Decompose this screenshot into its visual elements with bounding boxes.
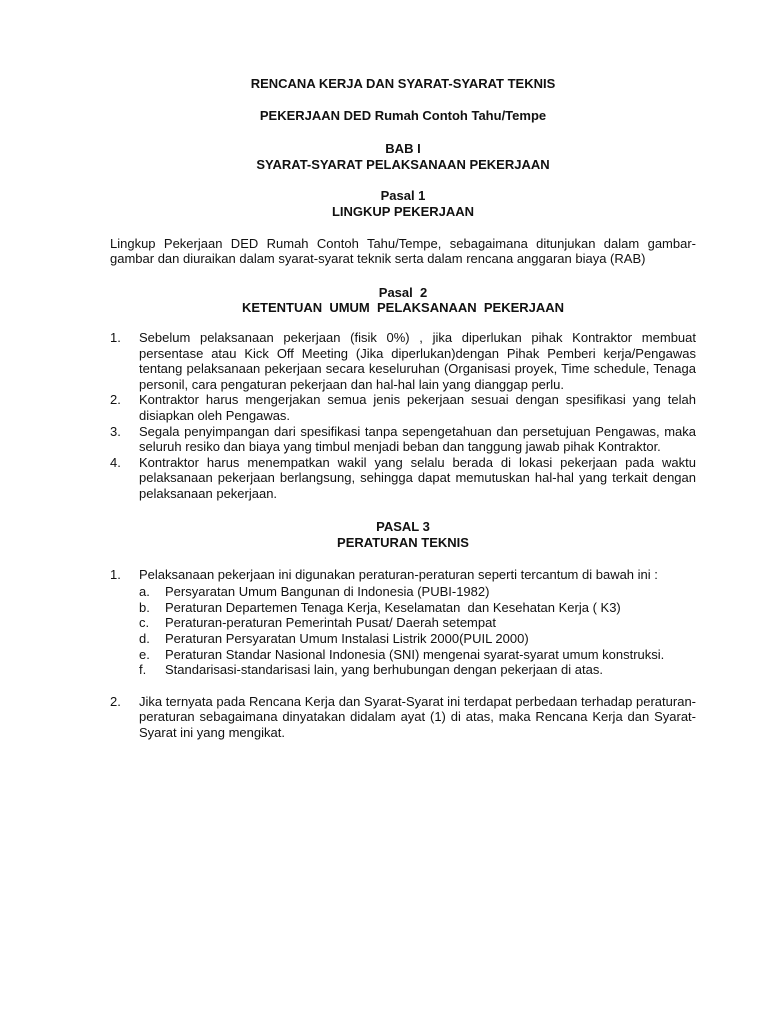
list-item: [110, 424, 696, 455]
sub-list-item-letter: e.: [139, 646, 150, 662]
sub-list-item-text: Peraturan Departemen Tenaga Kerja, Keselamatan dan Kesehatan Kerja ( K3): [165, 599, 621, 615]
list-item-number: 4.: [110, 454, 121, 470]
list-item-text: Segala penyimpangan dari spesifikasi tanpa sepengetahuan dan persetujuan Pengawas, maka seluruh resiko dan biaya yang timbul menjadi beban dan tanggung jawab pihak Kontraktor.: [139, 423, 696, 455]
list-item: [110, 330, 696, 392]
sub-list-item-letter: d.: [139, 631, 150, 647]
sub-list-item: [139, 647, 696, 663]
list-item: [110, 455, 696, 502]
sub-list-item: [139, 600, 696, 616]
document-content: [110, 76, 696, 757]
sub-list-item-letter: a.: [139, 584, 150, 600]
list-item-number: 2.: [110, 693, 121, 709]
sub-list-item: [139, 631, 696, 647]
list-item-text: Kontraktor harus mengerjakan semua jenis pekerjaan sesuai dengan spesifikasi yang telah disiapkan oleh Pengawas.: [139, 392, 696, 423]
list-item: [110, 694, 696, 741]
sub-list-item: [139, 615, 696, 631]
sub-list-item-letter: b.: [139, 599, 150, 615]
list-item-number: 1.: [110, 329, 121, 345]
list-item-text: Jika ternyata pada Rencana Kerja dan Syarat-Syarat ini terdapat perbedaan terhadap peraturan-peraturan sebagaimana dinyatakan didalam ayat (1) di atas, maka Rencana Kerja dan Syarat-Syarat ini yang mengikat.: [139, 693, 696, 740]
pasal-2-list: [110, 330, 696, 502]
sub-list-item-text: Peraturan-peraturan Pemerintah Pusat/ Daerah setempat: [165, 615, 496, 631]
document-title: RENCANA KERJA DAN SYARAT-SYARAT TEKNIS: [250, 76, 556, 91]
pasal-1-label: Pasal 1: [380, 188, 426, 204]
bab-title: SYARAT-SYARAT PELAKSANAAN PEKERJAAN: [256, 156, 550, 172]
pasal-3-title: PERATURAN TEKNIS: [337, 535, 469, 551]
list-item: [110, 392, 696, 423]
pasal-2-label: Pasal 2: [378, 284, 428, 300]
pasal-3-heading: [110, 519, 696, 550]
document-subtitle: PEKERJAAN DED Rumah Contoh Tahu/Tempe: [259, 107, 547, 123]
sub-list-item-text: Peraturan Standar Nasional Indonesia (SNI) mengenai syarat-syarat umum konstruksi.: [165, 646, 665, 662]
sub-list-item-letter: c.: [139, 615, 150, 631]
bab-heading: [110, 141, 696, 172]
sub-list-item: [139, 584, 696, 600]
sub-list-item-text: Persyaratan Umum Bangunan di Indonesia (PUBI-1982): [165, 584, 490, 600]
pasal-1-title: LINGKUP PEKERJAAN: [331, 203, 475, 219]
list-item-number: 3.: [110, 423, 121, 439]
list-item: [110, 567, 696, 678]
pasal-3-list: [110, 567, 696, 741]
pasal-3-label: PASAL 3: [376, 519, 430, 535]
sub-list-item-text: Peraturan Persyaratan Umum Instalasi Listrik 2000(PUIL 2000): [165, 631, 529, 647]
bab-label: BAB I: [385, 141, 421, 157]
pasal-3-sublist: [139, 584, 696, 678]
pasal-1-text: Lingkup Pekerjaan DED Rumah Contoh Tahu/Tempe, sebagaimana ditunjukan dalam gambar-gambar dan diuraikan dalam syarat-syarat teknik serta dalam rencana anggaran biaya (RAB): [110, 235, 696, 267]
pasal-2-title: KETENTUAN UMUM PELAKSANAAN PEKERJAAN: [241, 300, 565, 316]
list-item-text: Kontraktor harus menempatkan wakil yang selalu berada di lokasi pekerjaan pada waktu pelaksanaan pekerjaan berlangsung, sehingga dapat memutuskan hal-hal yang terkait dengan pelaksanaan pekerjaan.: [139, 454, 696, 501]
list-item-number: 2.: [110, 392, 121, 408]
pasal-1-heading: [110, 188, 696, 219]
sub-list-item-text: Standarisasi-standarisasi lain, yang berhubungan dengan pekerjaan di atas.: [165, 662, 603, 678]
list-item-number: 1.: [110, 566, 121, 582]
list-item-text: Sebelum pelaksanaan pekerjaan (fisik 0%) , jika diperlukan pihak Kontraktor membuat persentase atau Kick Off Meeting (Jika diperlukan)dengan Pihak Pemberi kerja/Pengawas tentang pelaksanaan pekerjaan secara keseluruhan (Organisasi proyek, Time schedule, Tenaga personil, cara pengaturan pekerjaan dan hal-hal lain yang dianggap perlu.: [139, 329, 696, 392]
pasal-2-heading: [110, 285, 696, 316]
sub-list-item-letter: f.: [139, 662, 147, 678]
list-item-text: Pelaksanaan pekerjaan ini digunakan peraturan-peraturan seperti tercantum di bawah ini :: [139, 566, 658, 582]
sub-list-item: [139, 662, 696, 678]
